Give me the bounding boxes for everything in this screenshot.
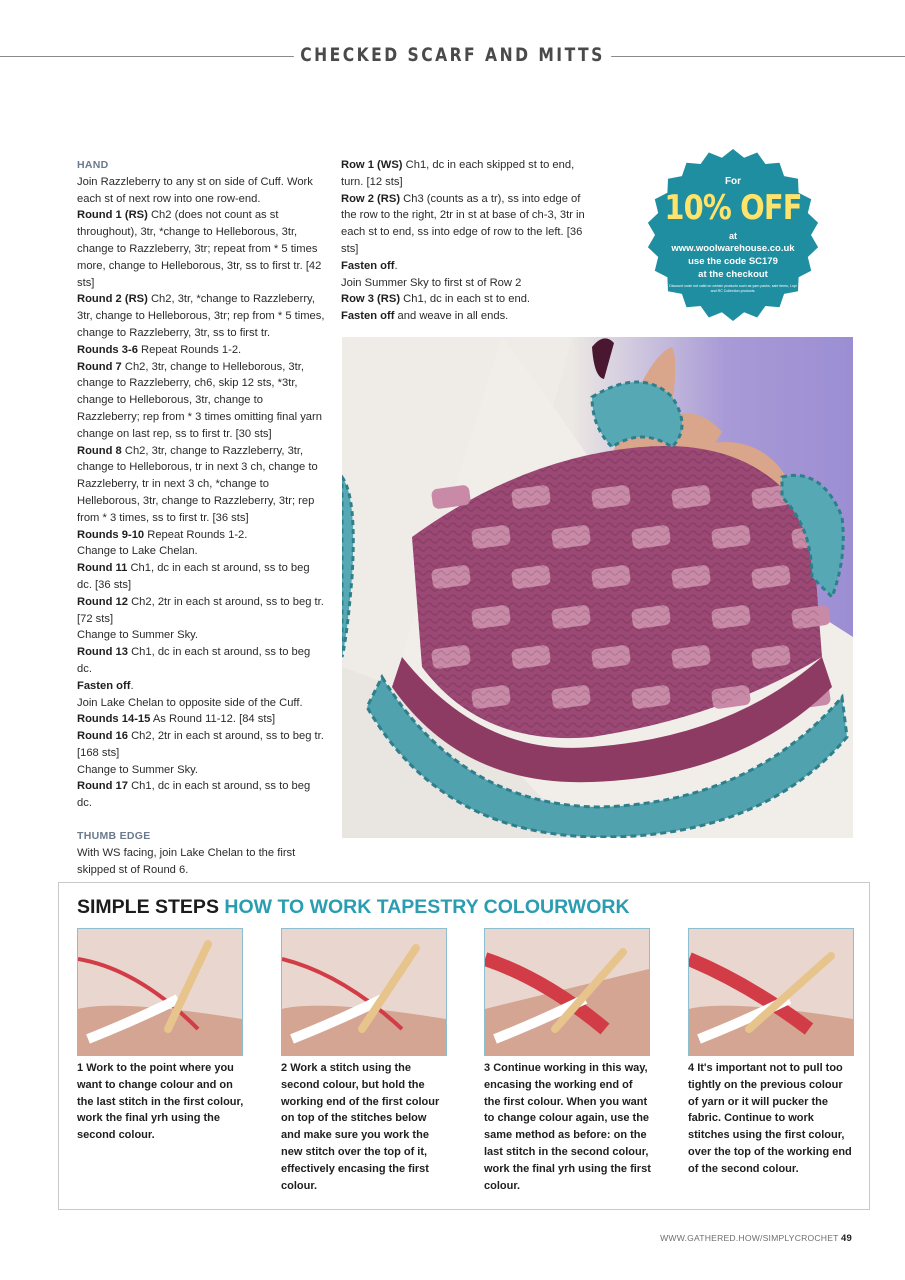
page-number: 49 xyxy=(841,1233,852,1244)
instruction-step-text: Join Lake Chelan to opposite side of the Cuff. xyxy=(77,696,303,709)
instruction-step-text: Ch2, 2tr in each st around, ss to beg tr. [168 sts] xyxy=(77,730,324,759)
instruction-line xyxy=(341,191,591,258)
instruction-step-label: Fasten off xyxy=(341,310,395,323)
step-text-4 xyxy=(688,1060,856,1178)
simple-steps-title xyxy=(77,896,630,919)
badge-at: at xyxy=(728,231,737,241)
instruction-line xyxy=(341,291,591,308)
instruction-line xyxy=(77,627,327,644)
thumb-lines-intro xyxy=(77,845,327,879)
instruction-line xyxy=(341,308,591,325)
instruction-line xyxy=(77,678,327,695)
instruction-step-text: Ch2, 3tr, change to Razzleberry, 3tr, change to Helleborous, tr in next 3 ch, change to Razzleberry, tr in next 3 ch, *change to Helleborous, 3tr, change to Razzleberry, 3tr; rep from * 3 times, ss to first tr. [36 sts] xyxy=(77,444,318,524)
instruction-line xyxy=(77,711,327,728)
instruction-step-label: Round 1 (RS) xyxy=(77,209,148,222)
thumb-instructions xyxy=(341,157,591,325)
instruction-step-text: Join Summer Sky to first st of Row 2 xyxy=(341,276,522,289)
hand-heading: HAND xyxy=(77,159,109,171)
instruction-step-text: Ch1, dc in each skipped st to end, turn. [12 sts] xyxy=(341,159,575,188)
instruction-step-text: Change to Summer Sky. xyxy=(77,629,199,642)
step-photo-4 xyxy=(688,928,854,1056)
page-title: CHECKED SCARF AND MITTS xyxy=(81,44,823,66)
instruction-line xyxy=(77,291,327,341)
instruction-step-text: Ch2 (does not count as st throughout), 3tr, *change to Helleborous, 3tr, change to Razzleberry, 3tr; repeat from * 5 times more, change to Helleborous, 3tr, ss to first tr. [42 sts] xyxy=(77,209,322,289)
instruction-step-label: Rounds 9-10 xyxy=(77,528,145,541)
instruction-line xyxy=(77,342,327,359)
step-number: 2 xyxy=(281,1062,291,1074)
instruction-step-label: Rounds 3-6 xyxy=(77,343,138,356)
instruction-step-text: Ch1, dc in each st to end. xyxy=(400,293,531,306)
crochet-mitt-image xyxy=(342,337,853,838)
steps-title-heading: HOW TO WORK TAPESTRY COLOURWORK xyxy=(224,896,630,918)
step-number: 4 xyxy=(688,1062,698,1074)
instruction-step-text: Ch2, 3tr, change to Helleborous, 3tr, change to Razzleberry, ch6, skip 12 sts, *3tr, change to Helleborous, 3tr, change to Razzleberry; rep from * 3 times omitting final yarn change on last rep, ss to first tr. [30 sts] xyxy=(77,360,322,440)
step-description: Continue working in this way, encasing the working end of the first colour. When you want to change colour again, use the same method as before: on the last stitch in the second colour, work the final yrh using the first colour. xyxy=(484,1062,651,1192)
step-text-1 xyxy=(77,1060,245,1144)
instruction-line xyxy=(77,543,327,560)
hand-instructions xyxy=(77,157,327,878)
instruction-step-text: Repeat Rounds 1-2. xyxy=(144,528,248,541)
instruction-step-label: Round 13 xyxy=(77,646,128,659)
step-description: Work to the point where you want to change colour and on the last stitch in the first colour, work the final yrh using the second colour. xyxy=(77,1062,244,1142)
instruction-step-label: Row 2 (RS) xyxy=(341,192,401,205)
discount-badge-text xyxy=(646,148,820,322)
instruction-line xyxy=(77,644,327,678)
instruction-line xyxy=(77,527,327,544)
thumb-heading: THUMB EDGE xyxy=(77,830,151,843)
instruction-step-text: As Round 11-12. [84 sts] xyxy=(150,713,276,726)
badge-headline: 10% OFF xyxy=(664,188,802,228)
instruction-step-text: Ch2, 3tr, *change to Razzleberry, 3tr, change to Helleborous, 3tr; rep from * 5 times, change to Razzleberry, 3tr, ss to first tr. xyxy=(77,293,325,339)
instruction-step-label: Round 8 xyxy=(77,444,122,457)
mitt-photo xyxy=(342,337,853,838)
step-photo-art xyxy=(485,929,649,1055)
badge-for: For xyxy=(724,176,742,187)
instruction-step-label: Round 11 xyxy=(77,562,128,575)
instruction-step-label: Row 3 (RS) xyxy=(341,293,401,306)
step-description: Work a stitch using the second colour, but hold the working end of the first colour on top of the stitches below and make sure you work the new stitch over the top of it, effectively encasing the first colour. xyxy=(281,1062,440,1192)
instruction-step-text: Ch1, dc in each st around, ss to beg dc. [36 sts] xyxy=(77,562,310,591)
badge-url: www.woolwarehouse.co.uk xyxy=(671,243,795,254)
instruction-line xyxy=(77,359,327,443)
instruction-step-label: Round 16 xyxy=(77,730,128,743)
instruction-line xyxy=(341,258,591,275)
footer xyxy=(600,1233,852,1244)
instruction-line xyxy=(341,157,591,191)
instruction-line xyxy=(77,560,327,594)
instruction-step-label: Fasten off xyxy=(77,679,131,692)
step-text-3 xyxy=(484,1060,652,1194)
instruction-step-text: and weave in all ends. xyxy=(394,310,509,323)
instruction-step-label: Row 1 (WS) xyxy=(341,159,403,171)
footer-url: WWW.GATHERED.HOW/SIMPLYCROCHET xyxy=(660,1233,839,1243)
step-photo-3 xyxy=(484,928,650,1056)
instruction-step-text: Ch1, dc in each st around, ss to beg dc. xyxy=(77,780,311,810)
step-photo-art xyxy=(282,929,446,1055)
instruction-step-text: Change to Summer Sky. xyxy=(77,763,199,776)
step-text-2 xyxy=(281,1060,449,1194)
instruction-step-text: . xyxy=(394,259,398,272)
instruction-line xyxy=(341,275,591,292)
instruction-step-text: Join Razzleberry to any st on side of Cuff. Work each st of next row into one row-end. xyxy=(77,175,313,205)
step-photo-art xyxy=(78,929,242,1055)
instruction-step-text: Ch1, dc in each st around, ss to beg dc. xyxy=(77,646,311,675)
instruction-line xyxy=(77,695,327,712)
step-description: It's important not to pull too tightly on the previous colour of yarn or it will pucker the fabric. Continue to work stitches using the first colour, over the top of the working end of the second colour. xyxy=(688,1062,852,1175)
badge-checkout: at the checkout xyxy=(698,269,768,280)
instruction-step-text: . xyxy=(130,679,134,692)
instruction-step-text: Repeat Rounds 1-2. xyxy=(137,343,242,356)
thumb-lines xyxy=(341,157,591,325)
instruction-line xyxy=(77,762,327,779)
instruction-step-text: Ch3 (counts as a tr), ss into edge of the row to the right, 2tr in st at base of ch-3, 3tr in each st to end, ss into edge of row to the left. [36 sts] xyxy=(341,192,585,255)
instruction-step-text: Change to Lake Chelan. xyxy=(77,545,198,558)
step-photo-2 xyxy=(281,928,447,1056)
instruction-step-label: Round 17 xyxy=(77,780,128,793)
instruction-step-text: Ch2, 2tr in each st around, ss to beg tr. [72 sts] xyxy=(77,595,324,625)
instruction-line xyxy=(77,207,327,291)
step-number: 1 xyxy=(77,1062,87,1074)
step-number: 3 xyxy=(484,1062,494,1074)
instruction-line xyxy=(77,778,327,812)
instruction-step-label: Round 12 xyxy=(77,595,128,608)
step-photo-art xyxy=(689,929,853,1055)
instruction-line xyxy=(77,594,327,628)
instruction-step-label: Rounds 14-15 xyxy=(77,713,151,726)
instruction-step-label: Round 7 xyxy=(77,360,122,373)
badge-small-print: Discount code not valid on certain products such as yarn packs, sale items, Lopi and RC Collection products. xyxy=(669,284,797,293)
instruction-step-label: Fasten off xyxy=(341,259,395,272)
instruction-line xyxy=(77,443,327,527)
instruction-line xyxy=(77,174,327,208)
step-photo-1 xyxy=(77,928,243,1056)
badge-code: use the code SC179 xyxy=(688,256,778,267)
instruction-step-text: With WS facing, join Lake Chelan to the first skipped st of Round 6. xyxy=(77,846,296,876)
hand-lines xyxy=(77,174,327,812)
instruction-line xyxy=(77,845,327,879)
instruction-line xyxy=(77,728,327,762)
steps-title-label: SIMPLE STEPS xyxy=(77,896,219,918)
instruction-step-label: Round 2 (RS) xyxy=(77,293,148,306)
